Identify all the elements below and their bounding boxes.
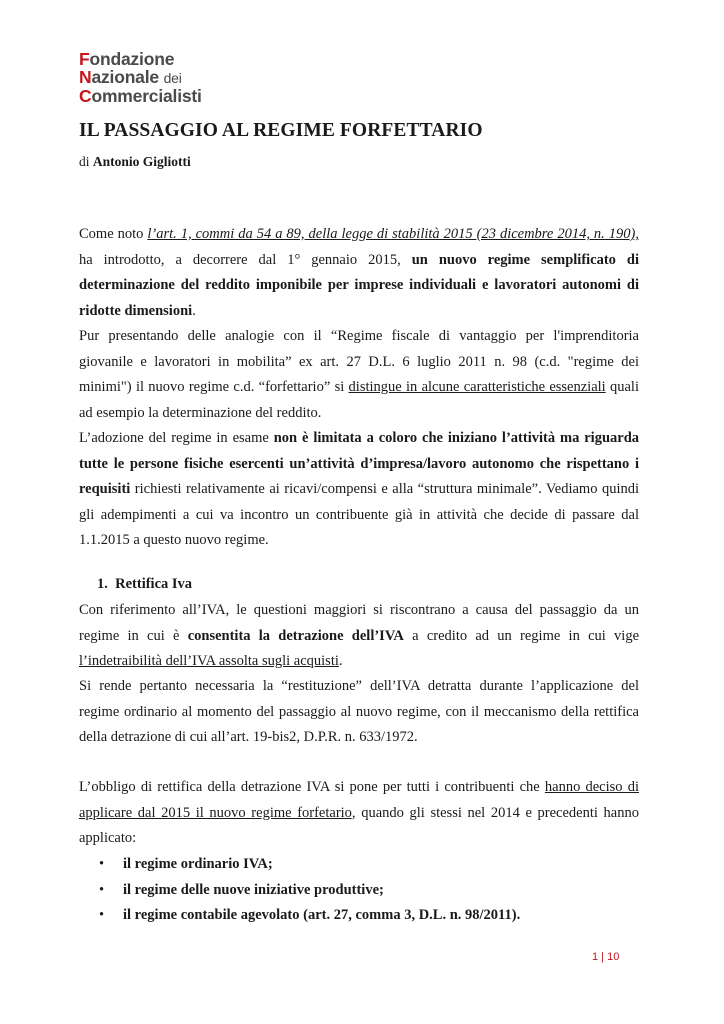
text-line: applicare dal 2015 il nuovo regime forfetario, quando gli stessi nel 2014 e precedenti hanno [79,804,639,821]
bullet-icon: • [99,881,105,898]
byline: di Antonio Gigliotti [79,154,191,169]
text-line: Si rende pertanto necessaria la “restituzione” dell’IVA detratta durante l’applicazione del [79,678,639,694]
list-item: • il regime contabile agevolato (art. 27, comma 3, D.L. n. 98/2011). [79,903,520,929]
section-heading-rettifica-iva: 1. Rettifica Iva [97,576,193,592]
bullet-icon: • [99,856,105,872]
text-line: gli adempimenti a cui va incontro un contribuente già in attività che decide di passare dal [79,506,639,523]
text-line: minimi") il nuovo regime c.d. “forfettario” si distingue in alcune caratteristiche essenziali quali [79,379,639,395]
text-line: della detrazione di cui all’art. 19-bis2, D.P.R. n. 633/1972. [79,729,418,745]
text-line: applicato: [79,830,137,846]
logo-line-1: Fondazione [79,49,175,69]
text-line: Con riferimento all’IVA, le questioni maggiori si riscontrano a causa del passaggio da un [79,602,639,618]
list-item: • il regime delle nuove iniziative produttive; [79,878,520,904]
text-line: determinazione del reddito imponibile per imprese individuali e lavoratori autonomi di [79,277,639,293]
text-line: ha introdotto, a decorrere dal 1° gennaio 2015, un nuovo regime semplificato di [79,251,639,268]
paragraph-obbligo [79,775,639,852]
text-line: l’indetraibilità dell’IVA assolta sugli acquisti. [79,653,343,669]
bullet-icon: • [99,907,105,923]
logo-line-2: Nazionale dei [79,67,182,87]
text-line: ridotte dimensioni. [79,302,196,319]
paragraph-iva [79,598,639,675]
text-line: L’adozione del regime in esame non è limitata a coloro che iniziano l’attività ma riguarda [79,430,640,446]
text-line: tutte le persone fisiche esercenti un’attività d’impresa/lavoro autonomo che rispettano i [79,455,639,472]
text-line: regime ordinario al momento del passaggio al nuovo regime, con il meccanismo della rettifica [79,703,639,720]
text-line: requisiti richiesti relativamente ai ricavi/compensi e alla “struttura minimale”. Vediamo quindi [79,481,639,497]
list-item: • il regime ordinario IVA; [79,852,520,878]
regime-list [79,852,520,929]
page-number: 1 | 10 [592,951,620,963]
text-line: regime in cui è consentita la detrazione dell’IVA a credito ad un regime in cui vige [79,627,640,644]
paragraph-adoption [79,426,639,554]
text-line: ad esempio la determinazione del reddito. [79,404,322,421]
text-line: 1.1.2015 a questo nuovo regime. [79,532,269,548]
paragraph-restituzione [79,674,639,751]
logo [79,50,202,105]
text-line: Come noto l’art. 1, commi da 54 a 89, della legge di stabilità 2015 (23 dicembre 2014, n. 190), [79,226,639,242]
text-line: giovanile e lavoratori in mobilita” ex art. 27 D.L. 6 luglio 2011 n. 98 (c.d. "regime dei [79,353,639,370]
text-line: Pur presentando delle analogie con il “Regime fiscale di vantaggio per l'imprenditoria [79,328,639,344]
paragraph-analogies [79,324,639,426]
logo-line-3: Commercialisti [79,86,202,106]
author-name: Antonio Gigliotti [92,154,191,169]
page-title: IL PASSAGGIO AL REGIME FORFETTARIO [79,120,483,141]
paragraph-intro [79,222,639,324]
law-reference-link[interactable]: l’art. 1, commi da 54 a 89, della legge di stabilità 2015 (23 dicembre 2014, n. 190), [147,226,639,242]
text-line: L’obbligo di rettifica della detrazione IVA si pone per tutti i contribuenti che hanno deciso di [79,779,639,795]
